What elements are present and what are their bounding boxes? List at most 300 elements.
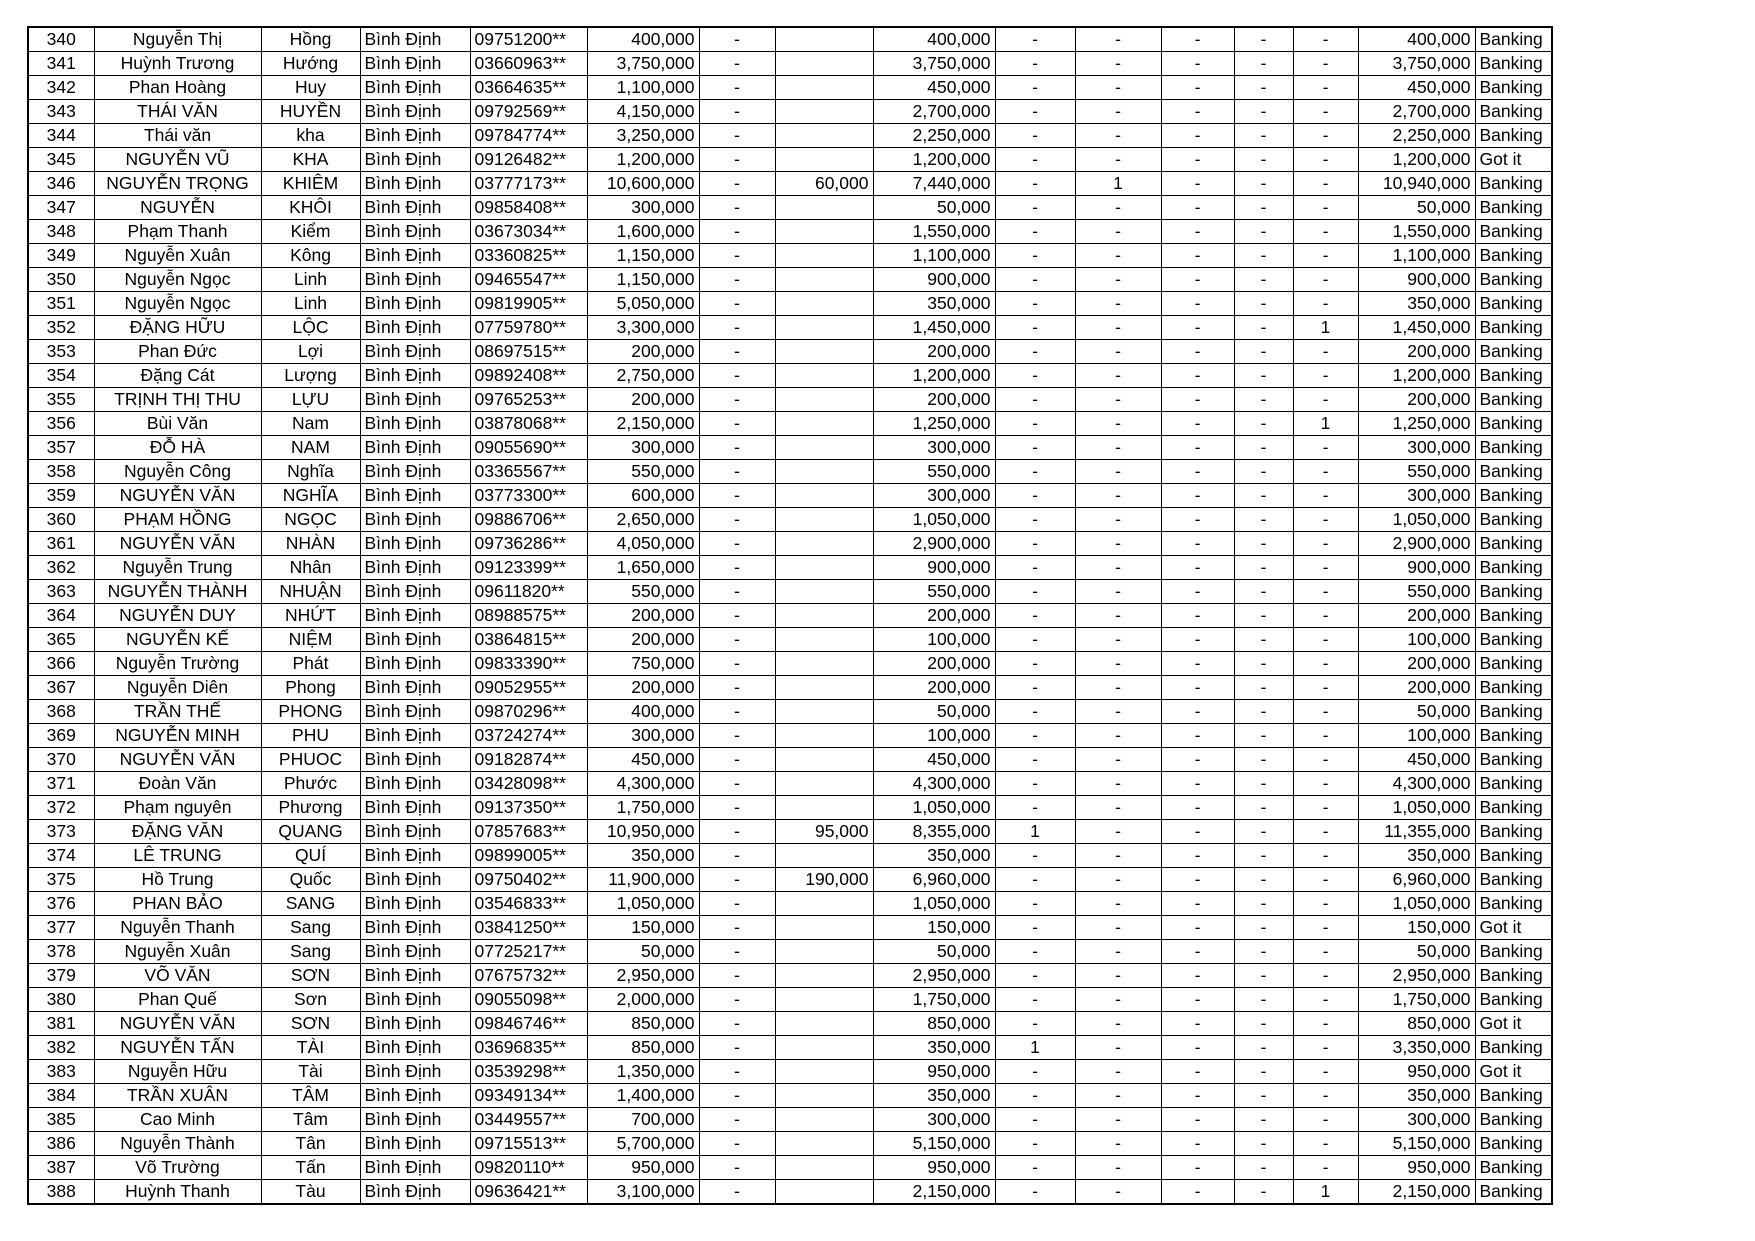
payment-method-cell: Banking bbox=[1475, 292, 1552, 316]
given-name-cell: Phước bbox=[261, 772, 360, 796]
extra-amount-cell bbox=[775, 27, 873, 52]
given-name-cell: Phong bbox=[261, 676, 360, 700]
flag-cell: - bbox=[1161, 604, 1234, 628]
flag-cell: - bbox=[1075, 532, 1161, 556]
payment-method-cell: Got it bbox=[1475, 1060, 1552, 1084]
given-name-cell: Nghĩa bbox=[261, 460, 360, 484]
table-row bbox=[28, 124, 1552, 148]
paid-amount-cell: 2,150,000 bbox=[873, 1180, 995, 1205]
amount-cell: 4,050,000 bbox=[587, 532, 699, 556]
surname-cell: TRỊNH THỊ THU bbox=[94, 388, 261, 412]
paid-amount-cell: 350,000 bbox=[873, 844, 995, 868]
table-row bbox=[28, 196, 1552, 220]
extra-amount-cell bbox=[775, 268, 873, 292]
flag-cell: - bbox=[1234, 388, 1293, 412]
extra-amount-cell bbox=[775, 892, 873, 916]
province-cell: Bình Định bbox=[360, 76, 470, 100]
payment-method-cell: Banking bbox=[1475, 220, 1552, 244]
extra-amount-cell bbox=[775, 1036, 873, 1060]
dash-cell: - bbox=[699, 676, 775, 700]
paid-amount-cell: 200,000 bbox=[873, 676, 995, 700]
table-row bbox=[28, 220, 1552, 244]
row-number-cell: 388 bbox=[28, 1180, 94, 1205]
province-cell: Bình Định bbox=[360, 652, 470, 676]
dash-cell: - bbox=[699, 532, 775, 556]
dash-cell: - bbox=[699, 148, 775, 172]
flag-cell: - bbox=[1161, 940, 1234, 964]
amount-cell: 1,650,000 bbox=[587, 556, 699, 580]
amount-cell: 10,600,000 bbox=[587, 172, 699, 196]
phone-cell: 07675732** bbox=[470, 964, 587, 988]
flag-cell: - bbox=[1161, 508, 1234, 532]
flag-cell: - bbox=[1234, 868, 1293, 892]
amount-cell: 3,300,000 bbox=[587, 316, 699, 340]
row-number-cell: 382 bbox=[28, 1036, 94, 1060]
given-name-cell: PHUOC bbox=[261, 748, 360, 772]
dash-cell: - bbox=[699, 1036, 775, 1060]
paid-amount-cell: 1,750,000 bbox=[873, 988, 995, 1012]
phone-cell: 09126482** bbox=[470, 148, 587, 172]
amount-cell: 1,600,000 bbox=[587, 220, 699, 244]
row-number-cell: 346 bbox=[28, 172, 94, 196]
flag-cell: - bbox=[1293, 676, 1358, 700]
flag-cell: - bbox=[1234, 412, 1293, 436]
province-cell: Bình Định bbox=[360, 340, 470, 364]
flag-cell: - bbox=[1234, 964, 1293, 988]
flag-cell: - bbox=[1161, 580, 1234, 604]
flag-cell: - bbox=[995, 484, 1075, 508]
dash-cell: - bbox=[699, 484, 775, 508]
amount-cell: 200,000 bbox=[587, 628, 699, 652]
surname-cell: LÊ TRUNG bbox=[94, 844, 261, 868]
total-cell: 3,750,000 bbox=[1358, 52, 1475, 76]
extra-amount-cell bbox=[775, 676, 873, 700]
table-row bbox=[28, 700, 1552, 724]
flag-cell: - bbox=[1293, 1156, 1358, 1180]
province-cell: Bình Định bbox=[360, 460, 470, 484]
amount-cell: 11,900,000 bbox=[587, 868, 699, 892]
surname-cell: Nguyễn Xuân bbox=[94, 244, 261, 268]
surname-cell: VÕ VĂN bbox=[94, 964, 261, 988]
surname-cell: ĐỖ HÀ bbox=[94, 436, 261, 460]
table-row bbox=[28, 892, 1552, 916]
flag-cell: - bbox=[1234, 124, 1293, 148]
total-cell: 450,000 bbox=[1358, 748, 1475, 772]
flag-cell: - bbox=[1234, 844, 1293, 868]
phone-cell: 09820110** bbox=[470, 1156, 587, 1180]
table-row bbox=[28, 820, 1552, 844]
extra-amount-cell bbox=[775, 604, 873, 628]
table-row bbox=[28, 652, 1552, 676]
flag-cell: - bbox=[1293, 27, 1358, 52]
flag-cell: - bbox=[1075, 1060, 1161, 1084]
flag-cell: - bbox=[1234, 748, 1293, 772]
total-cell: 350,000 bbox=[1358, 1084, 1475, 1108]
row-number-cell: 364 bbox=[28, 604, 94, 628]
province-cell: Bình Định bbox=[360, 964, 470, 988]
table-row bbox=[28, 148, 1552, 172]
phone-cell: 07725217** bbox=[470, 940, 587, 964]
flag-cell: - bbox=[1161, 916, 1234, 940]
flag-cell: - bbox=[1234, 484, 1293, 508]
phone-cell: 03864815** bbox=[470, 628, 587, 652]
surname-cell: Nguyễn Xuân bbox=[94, 940, 261, 964]
flag-cell: - bbox=[1293, 892, 1358, 916]
flag-cell: - bbox=[1075, 460, 1161, 484]
flag-cell: - bbox=[995, 940, 1075, 964]
row-number-cell: 360 bbox=[28, 508, 94, 532]
flag-cell: - bbox=[1075, 988, 1161, 1012]
dash-cell: - bbox=[699, 268, 775, 292]
flag-cell: - bbox=[1293, 844, 1358, 868]
province-cell: Bình Định bbox=[360, 748, 470, 772]
flag-cell: - bbox=[1161, 988, 1234, 1012]
dash-cell: - bbox=[699, 868, 775, 892]
province-cell: Bình Định bbox=[360, 580, 470, 604]
payment-method-cell: Banking bbox=[1475, 868, 1552, 892]
payment-method-cell: Banking bbox=[1475, 244, 1552, 268]
province-cell: Bình Định bbox=[360, 364, 470, 388]
flag-cell: - bbox=[1075, 652, 1161, 676]
province-cell: Bình Định bbox=[360, 388, 470, 412]
dash-cell: - bbox=[699, 1132, 775, 1156]
flag-cell: - bbox=[1234, 1036, 1293, 1060]
payment-method-cell: Banking bbox=[1475, 196, 1552, 220]
surname-cell: NGUYỄN THÀNH bbox=[94, 580, 261, 604]
paid-amount-cell: 6,960,000 bbox=[873, 868, 995, 892]
dash-cell: - bbox=[699, 172, 775, 196]
flag-cell: - bbox=[1293, 868, 1358, 892]
table-row bbox=[28, 916, 1552, 940]
table-row bbox=[28, 484, 1552, 508]
phone-cell: 03878068** bbox=[470, 412, 587, 436]
flag-cell: - bbox=[1234, 676, 1293, 700]
row-number-cell: 362 bbox=[28, 556, 94, 580]
extra-amount-cell bbox=[775, 292, 873, 316]
phone-cell: 09792569** bbox=[470, 100, 587, 124]
flag-cell: - bbox=[1234, 100, 1293, 124]
amount-cell: 1,100,000 bbox=[587, 76, 699, 100]
paid-amount-cell: 200,000 bbox=[873, 340, 995, 364]
given-name-cell: SƠN bbox=[261, 964, 360, 988]
dash-cell: - bbox=[699, 76, 775, 100]
row-number-cell: 356 bbox=[28, 412, 94, 436]
flag-cell: - bbox=[995, 436, 1075, 460]
amount-cell: 300,000 bbox=[587, 196, 699, 220]
flag-cell: - bbox=[1161, 484, 1234, 508]
table-row bbox=[28, 340, 1552, 364]
payment-method-cell: Banking bbox=[1475, 1084, 1552, 1108]
total-cell: 200,000 bbox=[1358, 388, 1475, 412]
flag-cell: - bbox=[995, 76, 1075, 100]
surname-cell: Phan Đức bbox=[94, 340, 261, 364]
row-number-cell: 378 bbox=[28, 940, 94, 964]
dash-cell: - bbox=[699, 916, 775, 940]
row-number-cell: 345 bbox=[28, 148, 94, 172]
flag-cell: - bbox=[1293, 1084, 1358, 1108]
given-name-cell: PHU bbox=[261, 724, 360, 748]
flag-cell: - bbox=[1161, 148, 1234, 172]
dash-cell: - bbox=[699, 388, 775, 412]
phone-cell: 03777173** bbox=[470, 172, 587, 196]
province-cell: Bình Định bbox=[360, 1156, 470, 1180]
row-number-cell: 351 bbox=[28, 292, 94, 316]
surname-cell: NGUYỄN VŨ bbox=[94, 148, 261, 172]
payment-method-cell: Banking bbox=[1475, 652, 1552, 676]
given-name-cell: LỘC bbox=[261, 316, 360, 340]
table-row bbox=[28, 268, 1552, 292]
payment-method-cell: Banking bbox=[1475, 604, 1552, 628]
amount-cell: 200,000 bbox=[587, 388, 699, 412]
phone-cell: 09636421** bbox=[470, 1180, 587, 1205]
flag-cell: - bbox=[1075, 436, 1161, 460]
flag-cell: - bbox=[1161, 772, 1234, 796]
total-cell: 1,100,000 bbox=[1358, 244, 1475, 268]
phone-cell: 09751200** bbox=[470, 27, 587, 52]
paid-amount-cell: 2,900,000 bbox=[873, 532, 995, 556]
flag-cell: - bbox=[1293, 172, 1358, 196]
extra-amount-cell bbox=[775, 52, 873, 76]
surname-cell: TRẦN XUÂN bbox=[94, 1084, 261, 1108]
flag-cell: - bbox=[1234, 772, 1293, 796]
flag-cell: - bbox=[1075, 27, 1161, 52]
flag-cell: - bbox=[995, 340, 1075, 364]
amount-cell: 4,300,000 bbox=[587, 772, 699, 796]
dash-cell: - bbox=[699, 556, 775, 580]
payment-method-cell: Banking bbox=[1475, 412, 1552, 436]
phone-cell: 09899005** bbox=[470, 844, 587, 868]
extra-amount-cell bbox=[775, 244, 873, 268]
flag-cell: - bbox=[1075, 628, 1161, 652]
phone-cell: 09819905** bbox=[470, 292, 587, 316]
paid-amount-cell: 1,050,000 bbox=[873, 892, 995, 916]
row-number-cell: 373 bbox=[28, 820, 94, 844]
flag-cell: - bbox=[1293, 220, 1358, 244]
total-cell: 350,000 bbox=[1358, 292, 1475, 316]
extra-amount-cell bbox=[775, 532, 873, 556]
flag-cell: - bbox=[1075, 844, 1161, 868]
dash-cell: - bbox=[699, 436, 775, 460]
flag-cell: - bbox=[1293, 1012, 1358, 1036]
amount-cell: 450,000 bbox=[587, 748, 699, 772]
province-cell: Bình Định bbox=[360, 124, 470, 148]
paid-amount-cell: 300,000 bbox=[873, 484, 995, 508]
payment-method-cell: Banking bbox=[1475, 892, 1552, 916]
phone-cell: 09465547** bbox=[470, 268, 587, 292]
table-row bbox=[28, 412, 1552, 436]
extra-amount-cell bbox=[775, 724, 873, 748]
flag-cell: - bbox=[1234, 580, 1293, 604]
extra-amount-cell bbox=[775, 556, 873, 580]
flag-cell: - bbox=[1075, 76, 1161, 100]
paid-amount-cell: 1,200,000 bbox=[873, 364, 995, 388]
province-cell: Bình Định bbox=[360, 556, 470, 580]
phone-cell: 09870296** bbox=[470, 700, 587, 724]
phone-cell: 09715513** bbox=[470, 1132, 587, 1156]
extra-amount-cell bbox=[775, 508, 873, 532]
row-number-cell: 377 bbox=[28, 916, 94, 940]
paid-amount-cell: 850,000 bbox=[873, 1012, 995, 1036]
paid-amount-cell: 350,000 bbox=[873, 1084, 995, 1108]
flag-cell: - bbox=[1293, 508, 1358, 532]
flag-cell: - bbox=[995, 172, 1075, 196]
table-row bbox=[28, 724, 1552, 748]
amount-cell: 2,750,000 bbox=[587, 364, 699, 388]
phone-cell: 09765253** bbox=[470, 388, 587, 412]
province-cell: Bình Định bbox=[360, 292, 470, 316]
flag-cell: - bbox=[995, 604, 1075, 628]
province-cell: Bình Định bbox=[360, 1060, 470, 1084]
extra-amount-cell bbox=[775, 316, 873, 340]
given-name-cell: NHỨT bbox=[261, 604, 360, 628]
amount-cell: 600,000 bbox=[587, 484, 699, 508]
table-row bbox=[28, 316, 1552, 340]
flag-cell: - bbox=[1075, 292, 1161, 316]
flag-cell: - bbox=[1161, 748, 1234, 772]
province-cell: Bình Định bbox=[360, 100, 470, 124]
phone-cell: 03673034** bbox=[470, 220, 587, 244]
flag-cell: - bbox=[1161, 964, 1234, 988]
payment-method-cell: Banking bbox=[1475, 844, 1552, 868]
flag-cell: - bbox=[1293, 1108, 1358, 1132]
total-cell: 100,000 bbox=[1358, 724, 1475, 748]
total-cell: 1,450,000 bbox=[1358, 316, 1475, 340]
dash-cell: - bbox=[699, 340, 775, 364]
surname-cell: Cao Minh bbox=[94, 1108, 261, 1132]
dash-cell: - bbox=[699, 796, 775, 820]
phone-cell: 08988575** bbox=[470, 604, 587, 628]
amount-cell: 1,050,000 bbox=[587, 892, 699, 916]
table-row bbox=[28, 1156, 1552, 1180]
flag-cell: - bbox=[1234, 628, 1293, 652]
total-cell: 1,200,000 bbox=[1358, 148, 1475, 172]
payment-method-cell: Banking bbox=[1475, 460, 1552, 484]
flag-cell: - bbox=[1075, 268, 1161, 292]
flag-cell: - bbox=[1161, 1036, 1234, 1060]
surname-cell: Đoàn Văn bbox=[94, 772, 261, 796]
amount-cell: 850,000 bbox=[587, 1012, 699, 1036]
province-cell: Bình Định bbox=[360, 628, 470, 652]
phone-cell: 09784774** bbox=[470, 124, 587, 148]
given-name-cell: Sang bbox=[261, 940, 360, 964]
surname-cell: ĐẶNG HỮU bbox=[94, 316, 261, 340]
given-name-cell: SANG bbox=[261, 892, 360, 916]
amount-cell: 2,650,000 bbox=[587, 508, 699, 532]
payment-method-cell: Banking bbox=[1475, 556, 1552, 580]
extra-amount-cell bbox=[775, 1012, 873, 1036]
paid-amount-cell: 450,000 bbox=[873, 748, 995, 772]
phone-cell: 03664635** bbox=[470, 76, 587, 100]
amount-cell: 2,950,000 bbox=[587, 964, 699, 988]
phone-cell: 09858408** bbox=[470, 196, 587, 220]
given-name-cell: QUÍ bbox=[261, 844, 360, 868]
flag-cell: - bbox=[1161, 676, 1234, 700]
total-cell: 400,000 bbox=[1358, 27, 1475, 52]
flag-cell: - bbox=[1161, 892, 1234, 916]
paid-amount-cell: 1,200,000 bbox=[873, 148, 995, 172]
total-cell: 50,000 bbox=[1358, 196, 1475, 220]
flag-cell: - bbox=[1075, 388, 1161, 412]
flag-cell: - bbox=[995, 1108, 1075, 1132]
flag-cell: - bbox=[995, 796, 1075, 820]
paid-amount-cell: 200,000 bbox=[873, 388, 995, 412]
total-cell: 1,750,000 bbox=[1358, 988, 1475, 1012]
row-number-cell: 354 bbox=[28, 364, 94, 388]
extra-amount-cell bbox=[775, 76, 873, 100]
given-name-cell: Nhân bbox=[261, 556, 360, 580]
given-name-cell: Linh bbox=[261, 268, 360, 292]
phone-cell: 09055098** bbox=[470, 988, 587, 1012]
dash-cell: - bbox=[699, 748, 775, 772]
province-cell: Bình Định bbox=[360, 148, 470, 172]
payment-method-cell: Banking bbox=[1475, 1108, 1552, 1132]
extra-amount-cell bbox=[775, 844, 873, 868]
flag-cell: - bbox=[1161, 316, 1234, 340]
flag-cell: - bbox=[1234, 76, 1293, 100]
phone-cell: 07759780** bbox=[470, 316, 587, 340]
amount-cell: 3,750,000 bbox=[587, 52, 699, 76]
given-name-cell: Kông bbox=[261, 244, 360, 268]
flag-cell: - bbox=[1075, 820, 1161, 844]
paid-amount-cell: 200,000 bbox=[873, 652, 995, 676]
data-table bbox=[27, 26, 1553, 1205]
flag-cell: 1 bbox=[995, 820, 1075, 844]
payment-method-cell: Banking bbox=[1475, 820, 1552, 844]
table-row bbox=[28, 388, 1552, 412]
total-cell: 6,960,000 bbox=[1358, 868, 1475, 892]
flag-cell: 1 bbox=[995, 1036, 1075, 1060]
flag-cell: - bbox=[1293, 1132, 1358, 1156]
flag-cell: - bbox=[1075, 892, 1161, 916]
flag-cell: - bbox=[1293, 244, 1358, 268]
extra-amount-cell: 95,000 bbox=[775, 820, 873, 844]
paid-amount-cell: 300,000 bbox=[873, 436, 995, 460]
flag-cell: - bbox=[1161, 244, 1234, 268]
flag-cell: - bbox=[1161, 220, 1234, 244]
flag-cell: - bbox=[995, 1084, 1075, 1108]
payment-method-cell: Banking bbox=[1475, 124, 1552, 148]
row-number-cell: 369 bbox=[28, 724, 94, 748]
given-name-cell: Phương bbox=[261, 796, 360, 820]
given-name-cell: Sơn bbox=[261, 988, 360, 1012]
flag-cell: - bbox=[1293, 292, 1358, 316]
province-cell: Bình Định bbox=[360, 484, 470, 508]
dash-cell: - bbox=[699, 580, 775, 604]
phone-cell: 03773300** bbox=[470, 484, 587, 508]
given-name-cell: KHA bbox=[261, 148, 360, 172]
amount-cell: 200,000 bbox=[587, 604, 699, 628]
province-cell: Bình Định bbox=[360, 868, 470, 892]
payment-method-cell: Banking bbox=[1475, 772, 1552, 796]
row-number-cell: 367 bbox=[28, 676, 94, 700]
surname-cell: NGUYỄN TẤN bbox=[94, 1036, 261, 1060]
table-row bbox=[28, 580, 1552, 604]
phone-cell: 03546833** bbox=[470, 892, 587, 916]
total-cell: 850,000 bbox=[1358, 1012, 1475, 1036]
province-cell: Bình Định bbox=[360, 844, 470, 868]
surname-cell: NGUYỄN KẾ bbox=[94, 628, 261, 652]
row-number-cell: 341 bbox=[28, 52, 94, 76]
table-row bbox=[28, 436, 1552, 460]
surname-cell: NGUYỄN TRỌNG bbox=[94, 172, 261, 196]
flag-cell: - bbox=[1293, 196, 1358, 220]
row-number-cell: 375 bbox=[28, 868, 94, 892]
dash-cell: - bbox=[699, 292, 775, 316]
dash-cell: - bbox=[699, 460, 775, 484]
surname-cell: THÁI VĂN bbox=[94, 100, 261, 124]
paid-amount-cell: 100,000 bbox=[873, 724, 995, 748]
flag-cell: - bbox=[1075, 868, 1161, 892]
